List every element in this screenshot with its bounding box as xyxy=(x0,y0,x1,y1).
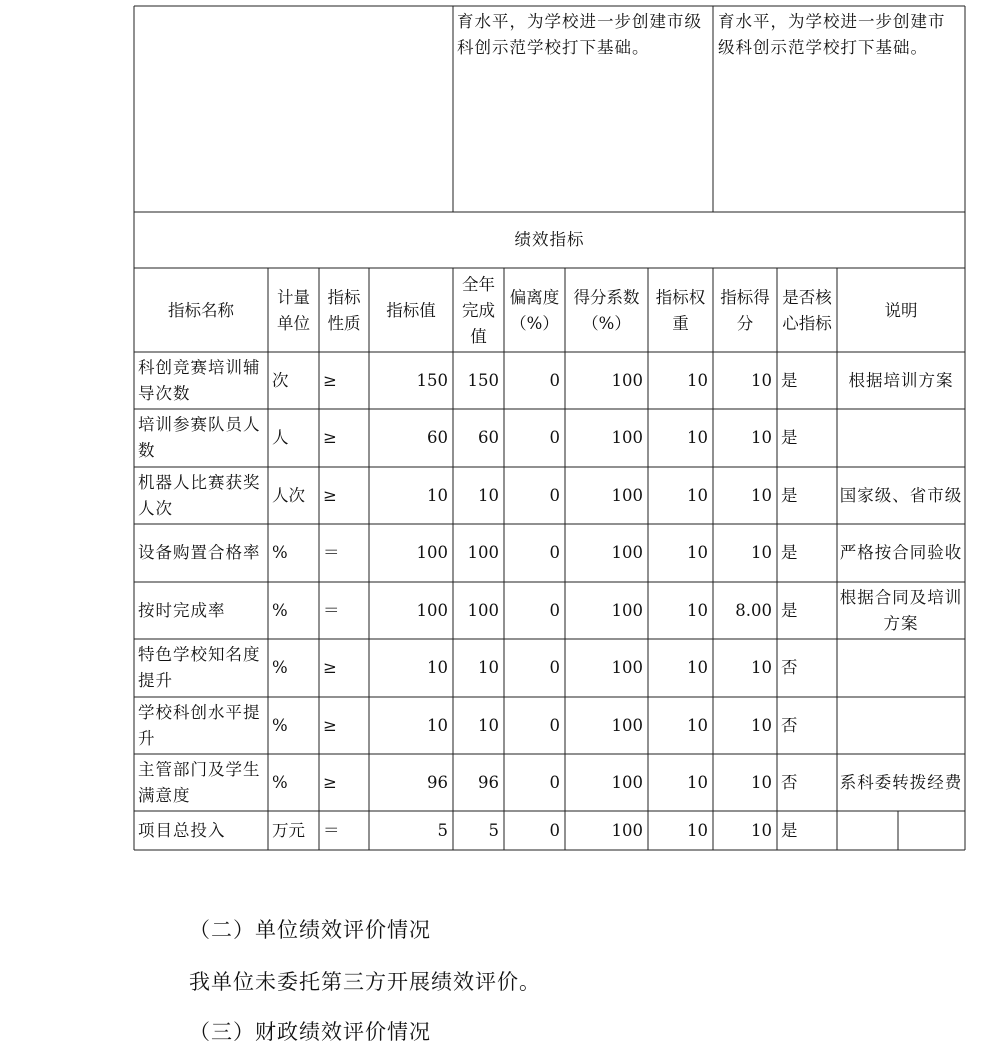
cell-nature: ＝ xyxy=(323,600,340,620)
cell-name: 学校科创水平提升 xyxy=(138,702,261,748)
cell-weight: 10 xyxy=(687,543,708,562)
cell-unit: 人次 xyxy=(272,485,305,505)
cell-coefficient: 100 xyxy=(611,428,643,447)
cell-nature: ≥ xyxy=(323,715,337,735)
target-description: 育水平，为学校进一步创建市级科创示范学校打下基础。 xyxy=(457,12,702,57)
cell-name: 特色学校知名度提升 xyxy=(138,645,261,690)
cell-core: 是 xyxy=(781,428,798,447)
cell-core: 是 xyxy=(781,485,798,505)
section-heading-2: （二）单位绩效评价情况 xyxy=(189,918,431,942)
cell-completed: 10 xyxy=(478,485,499,505)
cell-score: 10 xyxy=(751,543,772,562)
cell-note: 国家级、省市级 xyxy=(839,485,963,505)
cell-completed: 100 xyxy=(467,600,499,620)
cell-core: 是 xyxy=(781,370,798,390)
cell-value: 10 xyxy=(427,658,448,677)
cell-nature: ≥ xyxy=(323,370,337,390)
cell-note xyxy=(838,698,964,753)
cell-unit: % xyxy=(272,715,288,735)
cell-name: 培训参赛队员人数 xyxy=(138,415,261,460)
cell-name: 科创竞赛培训辅导次数 xyxy=(138,357,261,403)
cell-unit: % xyxy=(272,772,288,792)
cell-unit: % xyxy=(272,600,288,620)
cell-deviation: 0 xyxy=(549,658,560,677)
cell-coefficient: 100 xyxy=(611,658,643,677)
cell-coefficient: 100 xyxy=(611,715,643,735)
cell-deviation: 0 xyxy=(549,600,560,620)
cell-weight: 10 xyxy=(687,485,708,505)
cell-deviation: 0 xyxy=(549,370,560,390)
cell-deviation: 0 xyxy=(549,772,560,792)
cell-unit: % xyxy=(272,543,288,562)
cell-name: 主管部门及学生满意度 xyxy=(138,759,261,805)
table-title: 绩效指标 xyxy=(514,230,585,249)
cell-value: 60 xyxy=(427,428,448,447)
cell-nature: ≥ xyxy=(323,772,337,792)
cell-deviation: 0 xyxy=(549,715,560,735)
cell-score: 10 xyxy=(751,428,772,447)
cell-score: 10 xyxy=(751,715,772,735)
cell-weight: 10 xyxy=(687,715,708,735)
cell-completed: 150 xyxy=(467,370,499,390)
cell-unit: 人 xyxy=(272,428,289,447)
cell-note xyxy=(838,640,964,696)
cell-completed: 100 xyxy=(467,543,499,562)
cell-core: 否 xyxy=(781,658,798,677)
cell-coefficient: 100 xyxy=(611,820,643,840)
cell-weight: 10 xyxy=(687,370,708,390)
cell-value: 96 xyxy=(427,772,448,792)
header-weight: 指标权重 xyxy=(655,287,706,333)
header-core: 是否核心指标 xyxy=(782,287,832,333)
header-unit: 计量单位 xyxy=(277,287,310,333)
header-score: 指标得分 xyxy=(720,287,770,333)
cell-score: 10 xyxy=(751,370,772,390)
header-nature: 指标性质 xyxy=(327,287,361,333)
cell-core: 否 xyxy=(781,772,798,792)
header-note: 说明 xyxy=(884,300,918,320)
cell-core: 是 xyxy=(781,600,798,620)
cell-nature: ＝ xyxy=(323,543,340,562)
header-completed: 全年完成值 xyxy=(462,274,495,346)
cell-note: 严格按合同验收 xyxy=(839,543,963,562)
cell-core: 是 xyxy=(781,820,798,840)
cell-weight: 10 xyxy=(687,428,708,447)
cell-note xyxy=(838,812,964,849)
cell-score: 8.00 xyxy=(735,600,772,620)
cell-name: 设备购置合格率 xyxy=(138,543,261,562)
cell-score: 10 xyxy=(751,820,772,840)
section-paragraph-2: 我单位未委托第三方开展绩效评价。 xyxy=(189,970,541,994)
cell-coefficient: 100 xyxy=(611,485,643,505)
cell-completed: 96 xyxy=(478,772,499,792)
cell-coefficient: 100 xyxy=(611,600,643,620)
header-deviation: 偏离度（%） xyxy=(509,287,560,333)
cell-value: 10 xyxy=(427,485,448,505)
cell-note: 系科委转拨经费 xyxy=(839,772,963,792)
cell-nature: ≥ xyxy=(323,428,337,447)
cell-note xyxy=(838,410,964,466)
cell-unit: 万元 xyxy=(272,820,305,840)
cell-nature: ≥ xyxy=(323,485,337,505)
cell-score: 10 xyxy=(751,485,772,505)
cell-unit: % xyxy=(272,658,288,677)
cell-name: 机器人比赛获奖人次 xyxy=(138,472,261,518)
cell-nature: ＝ xyxy=(323,820,340,840)
cell-weight: 10 xyxy=(687,658,708,677)
header-coefficient: 得分系数（%） xyxy=(573,287,640,333)
cell-weight: 10 xyxy=(687,600,708,620)
cell-note: 根据合同及培训方案 xyxy=(839,587,963,633)
cell-coefficient: 100 xyxy=(611,370,643,390)
cell-value: 100 xyxy=(416,600,448,620)
cell-completed: 10 xyxy=(478,658,499,677)
cell-deviation: 0 xyxy=(549,485,560,505)
section-heading-3: （三）财政绩效评价情况 xyxy=(189,1020,431,1044)
cell-value: 5 xyxy=(437,820,448,840)
cell-value: 100 xyxy=(416,543,448,562)
cell-nature: ≥ xyxy=(323,658,337,677)
cell-coefficient: 100 xyxy=(611,543,643,562)
cell-value: 10 xyxy=(427,715,448,735)
cell-weight: 10 xyxy=(687,820,708,840)
cell-core: 是 xyxy=(781,543,798,562)
cell-name: 按时完成率 xyxy=(138,600,226,620)
cell-weight: 10 xyxy=(687,772,708,792)
cell-completed: 10 xyxy=(478,715,499,735)
cell-core: 否 xyxy=(781,715,798,735)
cell-note: 根据培训方案 xyxy=(848,370,954,390)
cell-coefficient: 100 xyxy=(611,772,643,792)
cell-score: 10 xyxy=(751,772,772,792)
cell-completed: 60 xyxy=(478,428,499,447)
cell-deviation: 0 xyxy=(549,543,560,562)
cell-completed: 5 xyxy=(488,820,499,840)
cell-value: 150 xyxy=(416,370,448,390)
cell-score: 10 xyxy=(751,658,772,677)
header-name: 指标名称 xyxy=(168,300,234,320)
cell-name: 项目总投入 xyxy=(138,820,226,840)
cell-deviation: 0 xyxy=(549,428,560,447)
actual-description: 育水平，为学校进一步创建市级科创示范学校打下基础。 xyxy=(718,12,946,57)
cell-unit: 次 xyxy=(272,370,289,390)
header-value: 指标值 xyxy=(386,300,436,320)
cell-deviation: 0 xyxy=(549,820,560,840)
